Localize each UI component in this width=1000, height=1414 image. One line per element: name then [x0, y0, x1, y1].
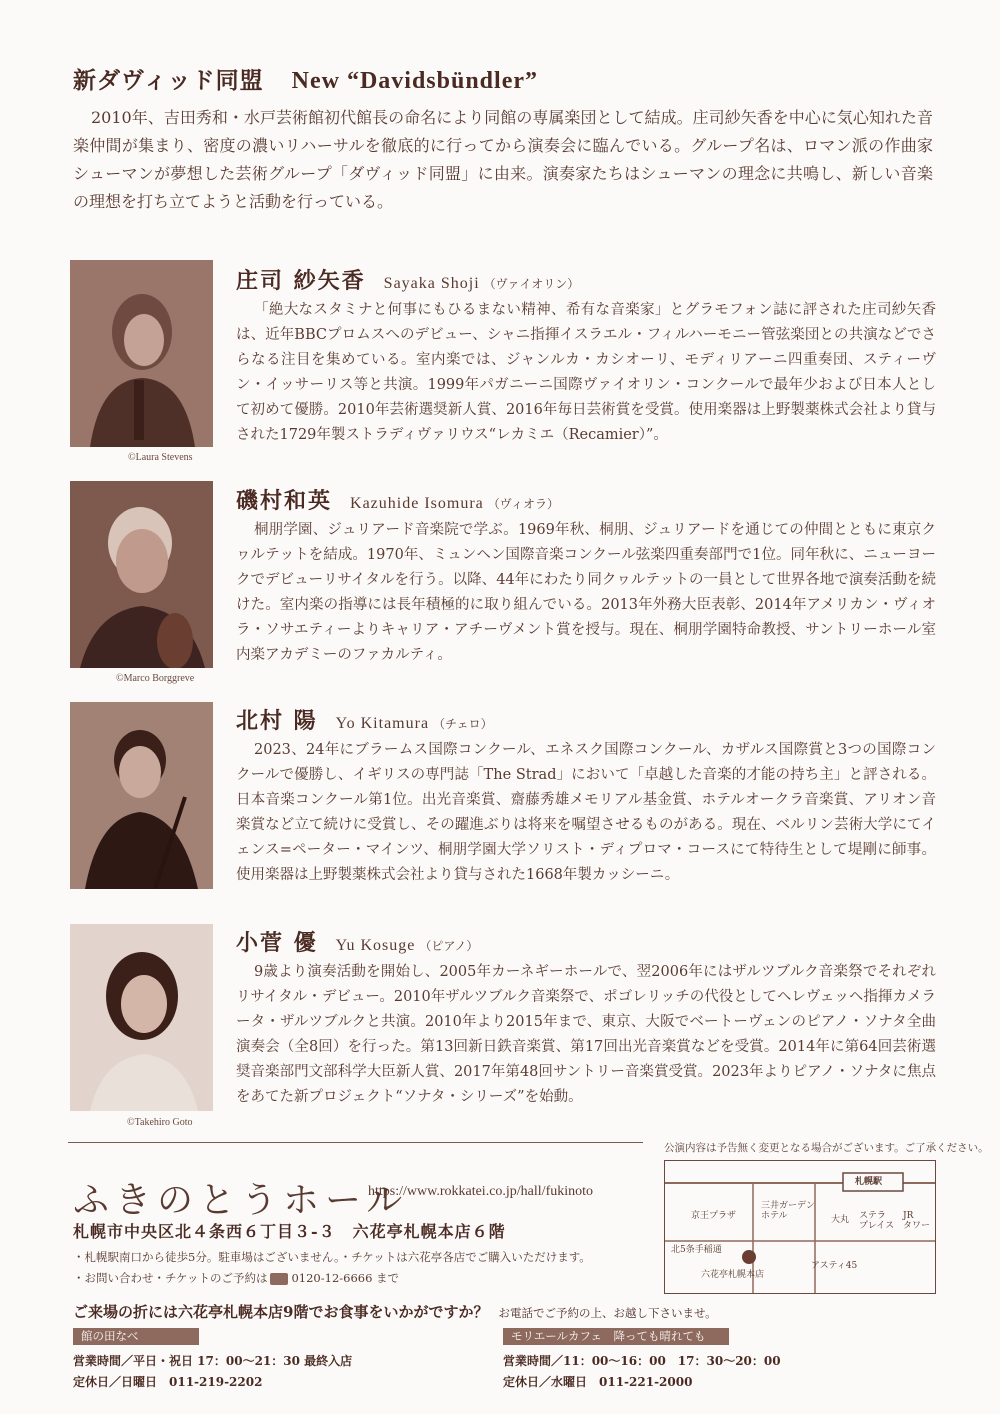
performer-name: [236, 264, 579, 295]
title-ja: 新ダヴィッド同盟: [73, 67, 264, 94]
hall-address: 札幌市中央区北４条西６丁目３-３ 六花亭札幌本店６階: [73, 1222, 506, 1241]
performer-bio: 9歳より演奏活動を開始し、2005年カーネギーホールで、翌2006年にはザルツブルク音楽祭でそれぞれリサイタル・デビュー。2010年ザルツブルク音楽祭で、ポゴレリッチの代役としてヘレヴェッヘ指揮カメラータ・ザルツブルクと共演。2010年より2015年まで、東京、大阪でベートーヴェンのピアノ・ソナタ全曲演奏会（全8回）を行った。第13回新日鉄音楽賞、第17回出光音楽賞などを受賞。2014年に第64回芸術選奨音楽部門文部科学大臣新人賞、2017年第48回サントリー音楽賞受賞。2023年よりピアノ・ソナタに焦点をあてた新プロジェクト“ソナタ・シリーズ”を始動。: [236, 964, 936, 1105]
phone-icon: [270, 1273, 288, 1285]
name-ja: 庄司 紗矢香: [236, 268, 366, 294]
map-label-jr-tower: JR タワー: [903, 1211, 931, 1231]
photo-credit: ©Laura Stevens: [128, 452, 193, 463]
performer-bio: 2023、24年にブラームス国際コンクール、エネスク国際コンクール、カザルス国際賞と3つの国際コンクールで優勝し、イギリスの専門誌「The Strad」において「卓越した音楽的才能の持ち主」と評される。日本音楽コンクール第1位。出光音楽賞、齋藤秀雄メモリアル基金賞、ホテルオークラ音楽賞、アリオン音楽賞など立て続けに受賞し、その躍進ぶりは将来を嘱望させるものがある。現在、ベルリン芸術大学にてイェンス=ペーター・マインツ、桐朋学園大学ソリスト・ディプロマ・コースにて特待生として堤剛に師事。使用楽器は上野製薬株式会社より貸与された1668年製カッシーニ。: [236, 742, 936, 883]
performer-name: [236, 926, 478, 957]
name-en: Sayaka Shoji: [383, 275, 480, 292]
contact-phone: 0120-12-6666 まで: [291, 1271, 400, 1285]
restaurant-hours-tanabe: 営業時間／平日・祝日 17：00〜21：30 最終入店: [73, 1354, 353, 1368]
performer-photo-isomura: [70, 481, 213, 668]
photo-credit: ©Takehiro Goto: [127, 1117, 193, 1128]
map-label-mitsui: 三井ガーデン ホテル: [761, 1201, 815, 1221]
name-ja: 北村 陽: [236, 708, 318, 734]
map-label-stella: ステラ プレイス: [859, 1211, 895, 1231]
performer-bio: 「絶大なスタミナと何事にもひるまない精神、希有な音楽家」とグラモフォン誌に評された庄司紗矢香は、近年BBCプロムスへのデビュー、シャニ指揮イスラエル・フィルハーモニー管弦楽団との共演などでさらなる注目を集めている。室内楽では、ジャンルカ・カシオーリ、モディリアーニ四重奏団、スティーヴン・イッサーリス等と共演。1999年パガニーニ国際ヴァイオリン・コンクールで最年少および日本人として初めて優勝。2010年芸術選奨新人賞、2016年毎日芸術賞を受賞。使用楽器は上野製薬株式会社より貸与された1729年製ストラディヴァリウス“レカミエ（Recamier）”。: [236, 302, 936, 443]
performer-name: [236, 704, 493, 735]
instrument: （ヴィオラ）: [487, 497, 560, 511]
photo-credit: ©Marco Borggreve: [116, 673, 195, 684]
name-en: Yo Kitamura: [335, 715, 430, 732]
restaurant-closed-moliere: 定休日／水曜日 011-221-2000: [503, 1375, 693, 1389]
dining-title: ご来場の折には六花亭札幌本店9階でお食事をいかがですか？: [73, 1303, 489, 1321]
map-label-keio: 京王プラザ: [691, 1211, 737, 1221]
hall-logo: ふきのとうホール: [73, 1180, 409, 1221]
instrument: （チェロ）: [433, 717, 493, 731]
name-ja: 磯村和英: [236, 488, 333, 514]
restaurant-tag-tanabe: 館の田なべ: [73, 1328, 199, 1345]
name-en: Yu Kosuge: [335, 937, 416, 954]
access-map: [664, 1160, 936, 1294]
performer-bio: 桐朋学園、ジュリアード音楽院で学ぶ。1969年秋、桐朋、ジュリアードを通じての仲間とともに東京クヮルテットを結成。1970年、ミュンヘン国際音楽コンクール弦楽四重奏部門で1位。同年秋に、ニューヨークでデビューリサイタルを行う。以降、44年にわたり同クヮルテットの一員として世界各地で演奏活動を続けた。室内楽の指導には長年積極的に取り組んでいる。2013年外務大臣表彰、2014年アメリカン・ヴィオラ・ソサエティーよりキャリア・アチーヴメント賞を授与。現在、桐朋学園特命教授、サントリーホール室内楽アカデミーのファカルティ。: [236, 522, 936, 663]
schedule-disclaimer: 公演内容は予告無く変更となる場合がございます。ご了承ください。: [664, 1142, 989, 1154]
contact-note: [73, 1270, 399, 1286]
group-intro: 2010年、吉田秀和・水戸芸術館初代館長の命名により同館の専属楽団として結成。庄司紗矢香を中心に気心知れた音楽仲間が集まり、密度の濃いリハーサルを徹底的に行ってから演奏会に臨んでいる。グループ名は、ロマン派の作曲家シューマンが夢想した芸術グループ「ダヴィッド同盟」に由来。演奏家たちはシューマンの理念に共鳴し、新しい音楽の理想を打ち立てようと活動を行っている。: [73, 108, 933, 211]
name-en: Kazuhide Isomura: [350, 495, 484, 512]
portrait-illustration: [70, 924, 213, 1111]
dining-subtitle: お電話でご予約の上、お越し下さいませ。: [498, 1306, 717, 1320]
title-en: New “Davidsbündler”: [291, 68, 538, 94]
page-title: [73, 62, 538, 95]
instrument: （ヴァイオリン）: [483, 277, 580, 291]
map-label-kita5: 北5条手稲通: [671, 1245, 722, 1255]
restaurant-tag-moliere: モリエールカフェ 降っても晴れても: [503, 1328, 729, 1345]
performer-name: [236, 484, 559, 515]
dining-headline: [73, 1301, 717, 1322]
portrait-illustration: [70, 702, 213, 889]
name-ja: 小菅 優: [236, 930, 318, 956]
hall-url-link[interactable]: https://www.rokkatei.co.jp/hall/fukinoto: [368, 1184, 594, 1199]
restaurant-hours-moliere: 営業時間／11：00〜16：00 17：30〜20：00: [503, 1354, 781, 1368]
performer-photo-kosuge: [70, 924, 213, 1111]
map-label-station: 札幌駅: [855, 1177, 883, 1187]
access-note: ・札幌駅南口から徒歩5分。駐車場はございません。・チケットは六花亭各店でご購入いただけます。: [73, 1250, 591, 1264]
map-label-asty: アスティ45: [811, 1261, 858, 1271]
contact-label: ・お問い合わせ・チケットのご予約は: [73, 1271, 268, 1285]
portrait-illustration: [70, 481, 213, 668]
instrument: （ピアノ）: [419, 939, 479, 953]
portrait-illustration: [70, 260, 213, 447]
divider: [68, 1142, 643, 1143]
map-label-daimaru: 大丸: [831, 1215, 850, 1225]
restaurant-closed-tanabe: 定休日／日曜日 011-219-2202: [73, 1375, 263, 1389]
map-label-rokkatei: 六花亭札幌本店: [701, 1270, 765, 1280]
performer-photo-shoji: [70, 260, 213, 447]
performer-photo-kitamura: [70, 702, 213, 889]
